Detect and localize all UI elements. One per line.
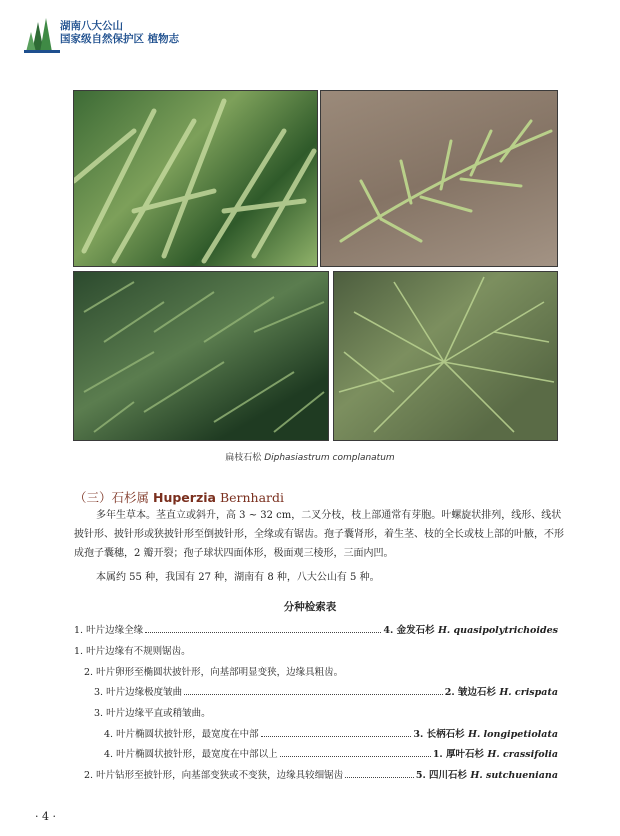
key-row: [94, 686, 558, 700]
page-number: · 4 ·: [35, 810, 56, 823]
photo-ground-colony: [333, 271, 558, 441]
key-row-text: 2. 叶片卵形至椭圆状披针形，向基部明显变狭，边缘具粗齿。: [84, 667, 344, 678]
key-row-result: 3. 长柄石杉 H. longipetiolata: [413, 729, 558, 740]
key-row: [74, 624, 558, 638]
figure-caption: [0, 450, 620, 463]
section-heading: [74, 488, 284, 506]
genus-author: Bernhardi: [219, 490, 285, 505]
header-line-2: 国家级自然保护区 植物志: [60, 33, 180, 45]
caption-latin-name: Diphasiastrum complanatum: [264, 453, 395, 463]
key-row-text: 4. 叶片椭圆状披针形，最宽度在中部: [104, 729, 259, 740]
key-row-text: 3. 叶片边缘极度皱曲: [94, 687, 183, 698]
section-prefix: （三）石杉属: [74, 490, 150, 505]
photo-branches-closeup: [73, 90, 318, 267]
key-row-result: 2. 皱边石杉 H. crispata: [444, 687, 558, 698]
key-row-text: 2. 叶片钻形至披针形，向基部变狭或不变狭，边缘具较细锯齿: [84, 770, 344, 781]
photo-single-branch: [320, 90, 558, 267]
header-line-1: 湖南八大公山: [60, 20, 123, 32]
key-row-text: 4. 叶片椭圆状披针形，最宽度在中部以上: [104, 749, 278, 760]
reserve-logo: [24, 14, 60, 54]
photo-dense-colony: [73, 271, 329, 441]
leader-dots: [280, 755, 431, 757]
leader-dots: [345, 776, 414, 778]
key-row: [94, 707, 558, 721]
key-row-result: 4. 金发石杉 H. quasipolytrichoides: [383, 625, 558, 636]
key-row: [84, 666, 558, 680]
key-row-text: 3. 叶片边缘平直或稍皱曲。: [94, 708, 211, 719]
key-row: [104, 728, 558, 742]
genus-distribution: 本属约 55 种，我国有 27 种，湖南有 8 种，八大公山有 5 种。: [96, 572, 380, 583]
book-header: [60, 20, 179, 46]
leader-dots: [261, 735, 412, 737]
key-row-text: 1. 叶片边缘全缘: [74, 625, 144, 636]
key-row: [84, 769, 558, 783]
key-row-text: 1. 叶片边缘有不规则锯齿。: [74, 646, 191, 657]
key-row: [104, 748, 558, 762]
leader-dots: [145, 631, 381, 633]
caption-chinese-name: 扁枝石松: [225, 453, 262, 463]
leader-dots: [184, 693, 443, 695]
genus-name: Huperzia: [153, 490, 216, 505]
key-row-result: 1. 厚叶石杉 H. crassifolia: [432, 749, 558, 760]
genus-description: 多年生草本。茎直立或斜升，高 3 ~ 32 cm，二叉分枝，枝上部通常有芽胞。叶螺旋状排列，线形、线状披针形、披针形或狭披针形至倒披针形，全缘或有锯齿。孢子囊肾形，着生茎、枝的全长或枝上部的叶腋，不形成孢子囊穗，2 瓣开裂；孢子球状四面体形，极面观三棱形，三面内凹。: [74, 510, 564, 559]
key-row: [74, 645, 558, 659]
key-title: 分种检索表: [283, 601, 337, 613]
key-row-result: 5. 四川石杉 H. sutchueniana: [415, 770, 558, 781]
